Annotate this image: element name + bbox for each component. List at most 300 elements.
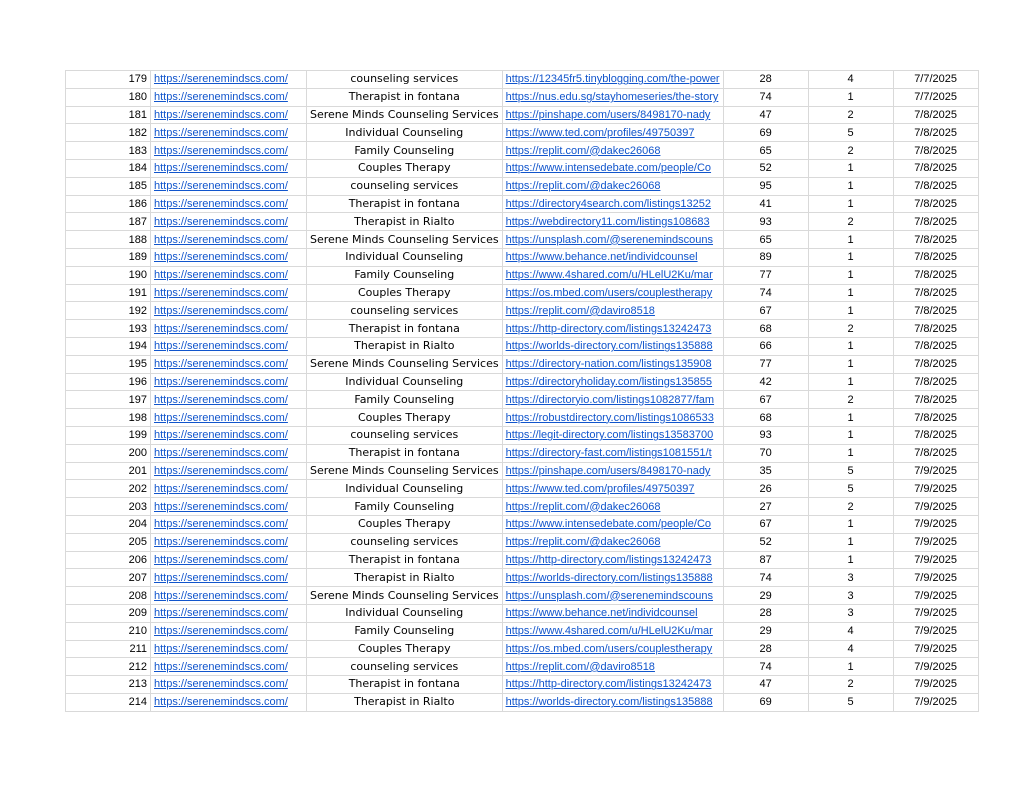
keyword-cell[interactable]: Couples Therapy — [307, 515, 503, 533]
site-url-cell[interactable] — [151, 177, 307, 195]
backlink-link[interactable]: https://www.intensedebate.com/people/Co — [505, 162, 712, 175]
keyword-cell[interactable]: Couples Therapy — [307, 159, 503, 177]
keyword-cell[interactable]: counseling services — [307, 302, 503, 320]
backlink-link[interactable]: https://os.mbed.com/users/couplestherapy — [505, 642, 713, 655]
backlink-url-cell[interactable] — [502, 533, 723, 551]
backlink-url-cell[interactable] — [502, 515, 723, 533]
date-cell[interactable]: 7/9/2025 — [893, 676, 978, 694]
date-cell[interactable]: 7/9/2025 — [893, 569, 978, 587]
site-link[interactable]: https://serenemindscs.com/ — [154, 429, 288, 442]
row-number-cell[interactable]: 183 — [66, 142, 151, 160]
row-number-cell[interactable]: 200 — [66, 444, 151, 462]
row-number-cell[interactable]: 210 — [66, 622, 151, 640]
score-cell[interactable]: 29 — [723, 587, 808, 605]
keyword-cell[interactable]: Family Counseling — [307, 142, 503, 160]
backlink-link[interactable]: https://webdirectory11.com/listings108683 — [505, 215, 710, 228]
site-link[interactable]: https://serenemindscs.com/ — [154, 126, 288, 139]
site-link[interactable]: https://serenemindscs.com/ — [154, 536, 288, 549]
site-url-cell[interactable] — [151, 337, 307, 355]
date-cell[interactable]: 7/8/2025 — [893, 302, 978, 320]
date-cell[interactable]: 7/8/2025 — [893, 195, 978, 213]
site-url-cell[interactable] — [151, 266, 307, 284]
site-url-cell[interactable] — [151, 640, 307, 658]
row-number-cell[interactable]: 214 — [66, 693, 151, 711]
score-cell[interactable]: 26 — [723, 480, 808, 498]
row-number-cell[interactable]: 197 — [66, 391, 151, 409]
score-cell[interactable]: 67 — [723, 515, 808, 533]
site-link[interactable]: https://serenemindscs.com/ — [154, 375, 288, 388]
site-link[interactable]: https://serenemindscs.com/ — [154, 571, 288, 584]
backlink-url-cell[interactable] — [502, 124, 723, 142]
row-number-cell[interactable]: 199 — [66, 426, 151, 444]
count-cell[interactable]: 2 — [808, 106, 893, 124]
row-number-cell[interactable]: 190 — [66, 266, 151, 284]
count-cell[interactable]: 4 — [808, 71, 893, 89]
row-number-cell[interactable]: 205 — [66, 533, 151, 551]
score-cell[interactable]: 28 — [723, 604, 808, 622]
backlink-link[interactable]: https://directory4search.com/listings13252 — [505, 197, 712, 210]
date-cell[interactable]: 7/8/2025 — [893, 177, 978, 195]
site-link[interactable]: https://serenemindscs.com/ — [154, 144, 288, 157]
date-cell[interactable]: 7/8/2025 — [893, 337, 978, 355]
site-link[interactable]: https://serenemindscs.com/ — [154, 393, 288, 406]
row-number-cell[interactable]: 186 — [66, 195, 151, 213]
keyword-cell[interactable]: counseling services — [307, 533, 503, 551]
row-number-cell[interactable]: 191 — [66, 284, 151, 302]
site-url-cell[interactable] — [151, 480, 307, 498]
keyword-cell[interactable]: Family Counseling — [307, 622, 503, 640]
row-number-cell[interactable]: 182 — [66, 124, 151, 142]
date-cell[interactable]: 7/8/2025 — [893, 355, 978, 373]
date-cell[interactable]: 7/8/2025 — [893, 231, 978, 249]
backlink-url-cell[interactable] — [502, 498, 723, 516]
count-cell[interactable]: 2 — [808, 498, 893, 516]
site-link[interactable]: https://serenemindscs.com/ — [154, 215, 288, 228]
site-url-cell[interactable] — [151, 248, 307, 266]
keyword-cell[interactable]: Serene Minds Counseling Services — [307, 106, 503, 124]
site-url-cell[interactable] — [151, 658, 307, 676]
keyword-cell[interactable]: Couples Therapy — [307, 284, 503, 302]
score-cell[interactable]: 69 — [723, 124, 808, 142]
keyword-cell[interactable]: Family Counseling — [307, 498, 503, 516]
score-cell[interactable]: 89 — [723, 248, 808, 266]
row-number-cell[interactable]: 179 — [66, 71, 151, 89]
score-cell[interactable]: 28 — [723, 71, 808, 89]
score-cell[interactable]: 29 — [723, 622, 808, 640]
site-link[interactable]: https://serenemindscs.com/ — [154, 589, 288, 602]
score-cell[interactable]: 68 — [723, 409, 808, 427]
site-url-cell[interactable] — [151, 320, 307, 338]
site-link[interactable]: https://serenemindscs.com/ — [154, 482, 288, 495]
site-link[interactable]: https://serenemindscs.com/ — [154, 304, 288, 317]
keyword-cell[interactable]: Serene Minds Counseling Services — [307, 462, 503, 480]
site-url-cell[interactable] — [151, 284, 307, 302]
row-number-cell[interactable]: 212 — [66, 658, 151, 676]
site-url-cell[interactable] — [151, 676, 307, 694]
row-number-cell[interactable]: 181 — [66, 106, 151, 124]
count-cell[interactable]: 4 — [808, 640, 893, 658]
count-cell[interactable]: 1 — [808, 266, 893, 284]
count-cell[interactable]: 1 — [808, 658, 893, 676]
backlink-link[interactable]: https://www.intensedebate.com/people/Co — [505, 518, 712, 531]
backlink-url-cell[interactable] — [502, 302, 723, 320]
site-url-cell[interactable] — [151, 355, 307, 373]
row-number-cell[interactable]: 193 — [66, 320, 151, 338]
site-link[interactable]: https://serenemindscs.com/ — [154, 411, 288, 424]
count-cell[interactable]: 1 — [808, 248, 893, 266]
backlink-url-cell[interactable] — [502, 658, 723, 676]
score-cell[interactable]: 65 — [723, 142, 808, 160]
keyword-cell[interactable]: Couples Therapy — [307, 640, 503, 658]
keyword-cell[interactable]: Individual Counseling — [307, 480, 503, 498]
keyword-cell[interactable]: Family Counseling — [307, 391, 503, 409]
date-cell[interactable]: 7/7/2025 — [893, 71, 978, 89]
count-cell[interactable]: 1 — [808, 355, 893, 373]
score-cell[interactable]: 67 — [723, 302, 808, 320]
backlink-url-cell[interactable] — [502, 569, 723, 587]
keyword-cell[interactable]: Therapist in Rialto — [307, 693, 503, 711]
site-link[interactable]: https://serenemindscs.com/ — [154, 660, 288, 673]
date-cell[interactable]: 7/9/2025 — [893, 480, 978, 498]
date-cell[interactable]: 7/8/2025 — [893, 320, 978, 338]
backlink-url-cell[interactable] — [502, 622, 723, 640]
count-cell[interactable]: 1 — [808, 373, 893, 391]
count-cell[interactable]: 2 — [808, 142, 893, 160]
row-number-cell[interactable]: 180 — [66, 88, 151, 106]
date-cell[interactable]: 7/7/2025 — [893, 88, 978, 106]
keyword-cell[interactable]: Individual Counseling — [307, 124, 503, 142]
site-url-cell[interactable] — [151, 71, 307, 89]
score-cell[interactable]: 87 — [723, 551, 808, 569]
backlink-url-cell[interactable] — [502, 604, 723, 622]
site-url-cell[interactable] — [151, 498, 307, 516]
date-cell[interactable]: 7/9/2025 — [893, 498, 978, 516]
backlink-link[interactable]: https://replit.com/@dakec26068 — [505, 144, 661, 157]
backlink-link[interactable]: https://http-directory.com/listings13242473 — [505, 553, 712, 566]
site-link[interactable]: https://serenemindscs.com/ — [154, 607, 288, 620]
site-url-cell[interactable] — [151, 426, 307, 444]
backlink-url-cell[interactable] — [502, 426, 723, 444]
count-cell[interactable]: 1 — [808, 409, 893, 427]
count-cell[interactable]: 2 — [808, 391, 893, 409]
backlink-link[interactable]: https://unsplash.com/@serenemindscouns — [505, 233, 714, 246]
site-link[interactable]: https://serenemindscs.com/ — [154, 251, 288, 264]
site-link[interactable]: https://serenemindscs.com/ — [154, 91, 288, 104]
score-cell[interactable]: 47 — [723, 106, 808, 124]
site-url-cell[interactable] — [151, 409, 307, 427]
backlink-url-cell[interactable] — [502, 676, 723, 694]
site-url-cell[interactable] — [151, 391, 307, 409]
backlink-link[interactable]: https://www.4shared.com/u/HLelU2Ku/mar — [505, 625, 713, 638]
date-cell[interactable]: 7/9/2025 — [893, 658, 978, 676]
backlink-url-cell[interactable] — [502, 195, 723, 213]
count-cell[interactable]: 5 — [808, 693, 893, 711]
backlink-url-cell[interactable] — [502, 337, 723, 355]
count-cell[interactable]: 5 — [808, 480, 893, 498]
row-number-cell[interactable]: 204 — [66, 515, 151, 533]
row-number-cell[interactable]: 208 — [66, 587, 151, 605]
count-cell[interactable]: 1 — [808, 302, 893, 320]
count-cell[interactable]: 2 — [808, 320, 893, 338]
score-cell[interactable]: 74 — [723, 658, 808, 676]
keyword-cell[interactable]: Therapist in Rialto — [307, 213, 503, 231]
keyword-cell[interactable]: Couples Therapy — [307, 409, 503, 427]
site-link[interactable]: https://serenemindscs.com/ — [154, 500, 288, 513]
date-cell[interactable]: 7/9/2025 — [893, 462, 978, 480]
backlink-link[interactable]: https://legit-directory.com/listings13583700 — [505, 429, 714, 442]
site-url-cell[interactable] — [151, 444, 307, 462]
score-cell[interactable]: 93 — [723, 213, 808, 231]
backlink-url-cell[interactable] — [502, 159, 723, 177]
backlink-url-cell[interactable] — [502, 266, 723, 284]
site-link[interactable]: https://serenemindscs.com/ — [154, 464, 288, 477]
backlink-link[interactable]: https://worlds-directory.com/listings135888 — [505, 340, 713, 353]
backlink-url-cell[interactable] — [502, 587, 723, 605]
site-link[interactable]: https://serenemindscs.com/ — [154, 553, 288, 566]
row-number-cell[interactable]: 189 — [66, 248, 151, 266]
backlink-link[interactable]: https://os.mbed.com/users/couplestherapy — [505, 286, 713, 299]
date-cell[interactable]: 7/9/2025 — [893, 604, 978, 622]
backlink-link[interactable]: https://pinshape.com/users/8498170-nady — [505, 464, 711, 477]
site-link[interactable]: https://serenemindscs.com/ — [154, 73, 288, 86]
row-number-cell[interactable]: 187 — [66, 213, 151, 231]
count-cell[interactable]: 1 — [808, 515, 893, 533]
site-link[interactable]: https://serenemindscs.com/ — [154, 197, 288, 210]
site-url-cell[interactable] — [151, 604, 307, 622]
backlink-url-cell[interactable] — [502, 640, 723, 658]
backlink-url-cell[interactable] — [502, 480, 723, 498]
site-url-cell[interactable] — [151, 231, 307, 249]
backlink-link[interactable]: https://directoryholiday.com/listings135855 — [505, 375, 713, 388]
keyword-cell[interactable]: counseling services — [307, 71, 503, 89]
backlink-url-cell[interactable] — [502, 284, 723, 302]
site-link[interactable]: https://serenemindscs.com/ — [154, 269, 288, 282]
date-cell[interactable]: 7/9/2025 — [893, 533, 978, 551]
site-url-cell[interactable] — [151, 195, 307, 213]
count-cell[interactable]: 1 — [808, 426, 893, 444]
score-cell[interactable]: 52 — [723, 533, 808, 551]
keyword-cell[interactable]: Therapist in fontana — [307, 444, 503, 462]
backlink-url-cell[interactable] — [502, 693, 723, 711]
backlink-url-cell[interactable] — [502, 355, 723, 373]
date-cell[interactable]: 7/9/2025 — [893, 693, 978, 711]
date-cell[interactable]: 7/8/2025 — [893, 106, 978, 124]
site-link[interactable]: https://serenemindscs.com/ — [154, 322, 288, 335]
row-number-cell[interactable]: 195 — [66, 355, 151, 373]
backlink-link[interactable]: https://directory-nation.com/listings135908 — [505, 358, 712, 371]
backlink-url-cell[interactable] — [502, 248, 723, 266]
site-link[interactable]: https://serenemindscs.com/ — [154, 108, 288, 121]
score-cell[interactable]: 74 — [723, 88, 808, 106]
count-cell[interactable]: 1 — [808, 159, 893, 177]
keyword-cell[interactable]: Serene Minds Counseling Services — [307, 587, 503, 605]
score-cell[interactable]: 27 — [723, 498, 808, 516]
keyword-cell[interactable]: Serene Minds Counseling Services — [307, 231, 503, 249]
date-cell[interactable]: 7/8/2025 — [893, 159, 978, 177]
site-url-cell[interactable] — [151, 569, 307, 587]
date-cell[interactable]: 7/8/2025 — [893, 426, 978, 444]
row-number-cell[interactable]: 213 — [66, 676, 151, 694]
backlink-link[interactable]: https://unsplash.com/@serenemindscouns — [505, 589, 714, 602]
backlink-link[interactable]: https://12345fr5.tinyblogging.com/the-power — [505, 73, 720, 86]
site-link[interactable]: https://serenemindscs.com/ — [154, 696, 288, 709]
score-cell[interactable]: 70 — [723, 444, 808, 462]
backlink-url-cell[interactable] — [502, 373, 723, 391]
site-url-cell[interactable] — [151, 515, 307, 533]
site-link[interactable]: https://serenemindscs.com/ — [154, 340, 288, 353]
score-cell[interactable]: 67 — [723, 391, 808, 409]
keyword-cell[interactable]: Therapist in fontana — [307, 195, 503, 213]
count-cell[interactable]: 3 — [808, 604, 893, 622]
date-cell[interactable]: 7/8/2025 — [893, 409, 978, 427]
site-url-cell[interactable] — [151, 88, 307, 106]
site-url-cell[interactable] — [151, 142, 307, 160]
backlink-url-cell[interactable] — [502, 177, 723, 195]
count-cell[interactable]: 1 — [808, 551, 893, 569]
score-cell[interactable]: 65 — [723, 231, 808, 249]
count-cell[interactable]: 1 — [808, 88, 893, 106]
count-cell[interactable]: 1 — [808, 231, 893, 249]
backlink-link[interactable]: https://replit.com/@dakec26068 — [505, 500, 661, 513]
count-cell[interactable]: 3 — [808, 587, 893, 605]
score-cell[interactable]: 77 — [723, 266, 808, 284]
backlink-url-cell[interactable] — [502, 142, 723, 160]
site-link[interactable]: https://serenemindscs.com/ — [154, 678, 288, 691]
backlink-link[interactable]: https://www.4shared.com/u/HLelU2Ku/mar — [505, 269, 713, 282]
row-number-cell[interactable]: 206 — [66, 551, 151, 569]
site-url-cell[interactable] — [151, 213, 307, 231]
backlink-url-cell[interactable] — [502, 320, 723, 338]
site-link[interactable]: https://serenemindscs.com/ — [154, 358, 288, 371]
score-cell[interactable]: 68 — [723, 320, 808, 338]
backlink-url-cell[interactable] — [502, 231, 723, 249]
keyword-cell[interactable]: Therapist in fontana — [307, 88, 503, 106]
site-link[interactable]: https://serenemindscs.com/ — [154, 625, 288, 638]
row-number-cell[interactable]: 196 — [66, 373, 151, 391]
row-number-cell[interactable]: 207 — [66, 569, 151, 587]
row-number-cell[interactable]: 185 — [66, 177, 151, 195]
date-cell[interactable]: 7/9/2025 — [893, 622, 978, 640]
score-cell[interactable]: 66 — [723, 337, 808, 355]
site-url-cell[interactable] — [151, 462, 307, 480]
count-cell[interactable]: 1 — [808, 177, 893, 195]
keyword-cell[interactable]: Therapist in Rialto — [307, 569, 503, 587]
backlink-link[interactable]: https://directoryio.com/listings1082877/fam — [505, 393, 715, 406]
score-cell[interactable]: 69 — [723, 693, 808, 711]
site-url-cell[interactable] — [151, 302, 307, 320]
date-cell[interactable]: 7/8/2025 — [893, 373, 978, 391]
date-cell[interactable]: 7/8/2025 — [893, 391, 978, 409]
count-cell[interactable]: 1 — [808, 533, 893, 551]
date-cell[interactable]: 7/9/2025 — [893, 640, 978, 658]
backlink-url-cell[interactable] — [502, 213, 723, 231]
site-link[interactable]: https://serenemindscs.com/ — [154, 162, 288, 175]
row-number-cell[interactable]: 211 — [66, 640, 151, 658]
date-cell[interactable]: 7/8/2025 — [893, 142, 978, 160]
backlink-link[interactable]: https://www.ted.com/profiles/49750397 — [505, 126, 695, 139]
site-url-cell[interactable] — [151, 106, 307, 124]
site-url-cell[interactable] — [151, 551, 307, 569]
row-number-cell[interactable]: 203 — [66, 498, 151, 516]
count-cell[interactable]: 2 — [808, 676, 893, 694]
backlink-url-cell[interactable] — [502, 88, 723, 106]
keyword-cell[interactable]: Individual Counseling — [307, 373, 503, 391]
count-cell[interactable]: 1 — [808, 195, 893, 213]
row-number-cell[interactable]: 202 — [66, 480, 151, 498]
score-cell[interactable]: 77 — [723, 355, 808, 373]
row-number-cell[interactable]: 201 — [66, 462, 151, 480]
date-cell[interactable]: 7/8/2025 — [893, 444, 978, 462]
keyword-cell[interactable]: counseling services — [307, 426, 503, 444]
backlink-link[interactable]: https://worlds-directory.com/listings135888 — [505, 571, 713, 584]
backlink-link[interactable]: https://www.behance.net/individcounsel — [505, 251, 698, 264]
keyword-cell[interactable]: Serene Minds Counseling Services — [307, 355, 503, 373]
date-cell[interactable]: 7/8/2025 — [893, 213, 978, 231]
row-number-cell[interactable]: 184 — [66, 159, 151, 177]
row-number-cell[interactable]: 209 — [66, 604, 151, 622]
backlink-link[interactable]: https://replit.com/@daviro8518 — [505, 660, 655, 673]
site-link[interactable]: https://serenemindscs.com/ — [154, 518, 288, 531]
keyword-cell[interactable]: counseling services — [307, 177, 503, 195]
backlink-link[interactable]: https://worlds-directory.com/listings135888 — [505, 696, 713, 709]
backlink-link[interactable]: https://robustdirectory.com/listings1086533 — [505, 411, 714, 424]
keyword-cell[interactable]: Therapist in Rialto — [307, 337, 503, 355]
row-number-cell[interactable]: 192 — [66, 302, 151, 320]
date-cell[interactable]: 7/9/2025 — [893, 551, 978, 569]
site-link[interactable]: https://serenemindscs.com/ — [154, 447, 288, 460]
score-cell[interactable]: 93 — [723, 426, 808, 444]
site-url-cell[interactable] — [151, 693, 307, 711]
date-cell[interactable]: 7/8/2025 — [893, 248, 978, 266]
backlink-link[interactable]: https://replit.com/@dakec26068 — [505, 180, 661, 193]
backlink-link[interactable]: https://replit.com/@daviro8518 — [505, 304, 655, 317]
count-cell[interactable]: 5 — [808, 124, 893, 142]
backlink-link[interactable]: https://www.ted.com/profiles/49750397 — [505, 482, 695, 495]
keyword-cell[interactable]: Individual Counseling — [307, 604, 503, 622]
date-cell[interactable]: 7/9/2025 — [893, 587, 978, 605]
site-link[interactable]: https://serenemindscs.com/ — [154, 642, 288, 655]
date-cell[interactable]: 7/8/2025 — [893, 124, 978, 142]
backlink-url-cell[interactable] — [502, 444, 723, 462]
date-cell[interactable]: 7/9/2025 — [893, 515, 978, 533]
score-cell[interactable]: 74 — [723, 284, 808, 302]
score-cell[interactable]: 41 — [723, 195, 808, 213]
count-cell[interactable]: 3 — [808, 569, 893, 587]
site-link[interactable]: https://serenemindscs.com/ — [154, 233, 288, 246]
backlink-link[interactable]: https://http-directory.com/listings13242473 — [505, 322, 712, 335]
keyword-cell[interactable]: Family Counseling — [307, 266, 503, 284]
backlink-url-cell[interactable] — [502, 409, 723, 427]
backlink-url-cell[interactable] — [502, 551, 723, 569]
keyword-cell[interactable]: Therapist in fontana — [307, 320, 503, 338]
score-cell[interactable]: 42 — [723, 373, 808, 391]
date-cell[interactable]: 7/8/2025 — [893, 266, 978, 284]
backlink-link[interactable]: https://directory-fast.com/listings1081551/t — [505, 447, 712, 460]
keyword-cell[interactable]: Individual Counseling — [307, 248, 503, 266]
site-url-cell[interactable] — [151, 587, 307, 605]
site-link[interactable]: https://serenemindscs.com/ — [154, 180, 288, 193]
score-cell[interactable]: 47 — [723, 676, 808, 694]
count-cell[interactable]: 1 — [808, 284, 893, 302]
backlink-link[interactable]: https://nus.edu.sg/stayhomeseries/the-story — [505, 91, 719, 104]
keyword-cell[interactable]: counseling services — [307, 658, 503, 676]
keyword-cell[interactable]: Therapist in fontana — [307, 676, 503, 694]
score-cell[interactable]: 95 — [723, 177, 808, 195]
site-url-cell[interactable] — [151, 533, 307, 551]
row-number-cell[interactable]: 198 — [66, 409, 151, 427]
score-cell[interactable]: 28 — [723, 640, 808, 658]
backlink-link[interactable]: https://www.behance.net/individcounsel — [505, 607, 698, 620]
